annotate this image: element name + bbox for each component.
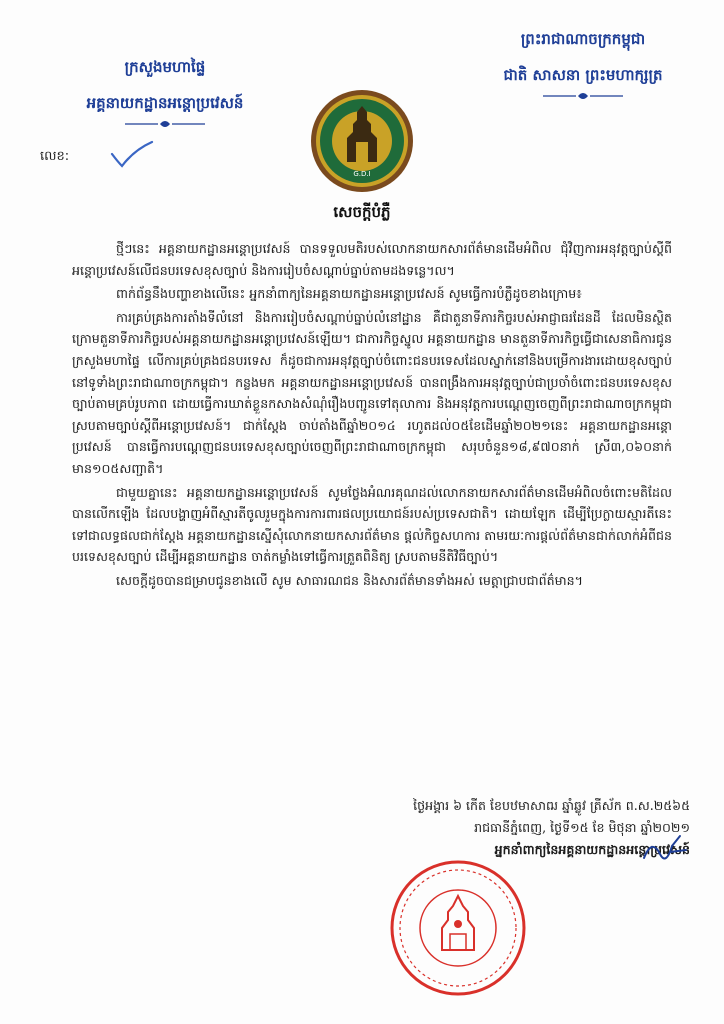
ministry-header xyxy=(60,58,270,130)
signer-title: អ្នកនាំពាក្យនៃអគ្គនាយកដ្ឋានអន្តោប្រវេសន៍ xyxy=(494,842,690,857)
official-seal-icon xyxy=(388,858,528,998)
signature-block xyxy=(300,795,690,861)
gdi-emblem-icon xyxy=(309,88,415,194)
paragraph: ជាមួយគ្នានេះ អគ្គនាយកដ្ឋានអន្តោប្រវេសន៍ សូមថ្លែងអំណរគុណដល់លោកនាយកសារព័ត៌មានដើមអំពិលចំពោះមតិដែលបានលើកឡើង ដែលបង្ហាញអំពីស្មារតីចូលរួមក្នុងការការពារផលប្រយោជន៍របស់ប្រទេសជាតិ។ ដោយឡែក ដើម្បីប្រែក្លាយស្មារតីនេះទៅជាលទ្ធផលជាក់ស្តែង អគ្គនាយកដ្ឋានស្នើសុំលោកនាយកសារព័ត៌មាន ផ្តល់កិច្ចសហការ តាមរយៈការផ្តល់ព័ត៌មានជាក់លាក់អំពីជនបរទេសខុសច្បាប់ ដើម្បីអគ្គនាយកដ្ឋាន ចាត់កម្លាំងទៅធ្វើការត្រួតពិនិត្យ ស្របតាមនីតិវិធីច្បាប់។ xyxy=(72,484,672,565)
paragraph: ការគ្រប់គ្រងការតាំងទីលំនៅ និងការរៀបចំសណ្តាប់ធ្នាប់លំនៅដ្ឋាន គឺជាតួនាទីភារកិច្ចរបស់អាជ្ញាធរដែនដី ដែលមិនស្ថិតក្រោមតួនាទីភារកិច្ចរបស់អគ្គនាយកដ្ឋានអន្តោប្រវេសន៍ឡើយ។ ជាភារកិច្ចស្នូល អគ្គនាយកដ្ឋាន មានតួនាទីភារកិច្ចធ្វើជាសេនាធិការជូនក្រសួងមហាផ្ទៃ លើការគ្រប់គ្រងជនបរទេស ក៏ដូចជាការអនុវត្តច្បាប់ចំពោះជនបរទេសដែលស្នាក់នៅនិងបម្រើការងារដោយខុសច្បាប់ នៅទូទាំងព្រះរាជាណាចក្រកម្ពុជា។ កន្លងមក អគ្គនាយកដ្ឋានអន្តោប្រវេសន៍ បានពង្រឹងការអនុវត្តច្បាប់ជាប្រចាំចំពោះជនបរទេសខុសច្បាប់តាមគ្រប់រូបភាព ដោយធ្វើការឃាត់ខ្លួនកសាងសំណុំរឿងបញ្ជូនទៅតុលាការ និងអនុវត្តការបណ្តេញចេញពីព្រះរាជាណាចក្រកម្ពុជា ស្របតាមច្បាប់ស្តីពីអន្តោប្រវេសន៍។ ជាក់ស្តែង ចាប់តាំងពីឆ្នាំ២០១៤ រហូតដល់០៥ខែដើមឆ្នាំ២០២១នេះ អគ្គនាយកដ្ឋានអន្តោប្រវេសន៍ បានធ្វើការបណ្តេញជនបរទេសខុសច្បាប់ចេញពីព្រះរាជាណាចក្រកម្ពុជា សរុបចំនួន១៨,៩៧០នាក់ ស្រី៣,០៦០នាក់ មាន១០៥សញ្ជាតិ។ xyxy=(72,309,672,476)
document-title: សេចក្តីបំភ្លឺ xyxy=(333,203,391,221)
emblem-caption: G.D.I xyxy=(353,170,371,178)
lunar-date: ថ្ងៃអង្គារ ៦ កើត ខែបឋមាសាឍ ឆ្នាំឆ្លូវ ត្រីស័ក ព.ស.២៥៦៥ xyxy=(413,798,690,813)
document-body xyxy=(72,238,672,594)
ministry-name: ក្រសួងមហាផ្ទៃ xyxy=(124,58,206,76)
paragraph: ថ្មីៗនេះ អគ្គនាយកដ្ឋានអន្តោប្រវេសន៍ បានទទួលមតិរបស់លោកនាយកសារព័ត៌មានដើមអំពិល ជុំវិញការអនុវត្តច្បាប់ស្តីពីអន្តោប្រវេសន៍លើជនបរទេសខុសច្បាប់ និងការរៀបចំសណ្តាប់ធ្នាប់តាមដងទន្លេ។ល។ xyxy=(72,241,672,278)
national-motto: ជាតិ សាសនា ព្រះមហាក្សត្រ xyxy=(503,66,663,84)
reference-label: លេខ: xyxy=(40,149,70,164)
checkmark-icon xyxy=(108,140,154,170)
ornament-icon xyxy=(120,118,210,130)
kingdom-header xyxy=(468,30,698,102)
kingdom-name: ព្រះរាជាណាចក្រកម្ពុជា xyxy=(520,30,646,48)
ornament-icon xyxy=(538,90,628,102)
solar-date: រាជធានីភ្នំពេញ, ថ្ងៃទី១៥ ខែ មិថុនា ឆ្នាំ២០២១ xyxy=(474,820,690,835)
handwritten-signature xyxy=(640,832,690,866)
paragraph: សេចក្តីដូចបានជម្រាបជូនខាងលើ សូម សាធារណជន និងសារព័ត៌មានទាំងអស់ មេត្តាជ្រាបជាព័ត៌មាន។ xyxy=(116,572,583,588)
paragraph: ពាក់ព័ន្ធនឹងបញ្ហាខាងលើនេះ អ្នកនាំពាក្យនៃអគ្គនាយកដ្ឋានអន្តោប្រវេសន៍ សូមធ្វើការបំភ្លឺដូចខាងក្រោម៖ xyxy=(116,286,582,302)
department-name: អគ្គនាយកដ្ឋានអន្តោប្រវេសន៍ xyxy=(86,94,244,112)
